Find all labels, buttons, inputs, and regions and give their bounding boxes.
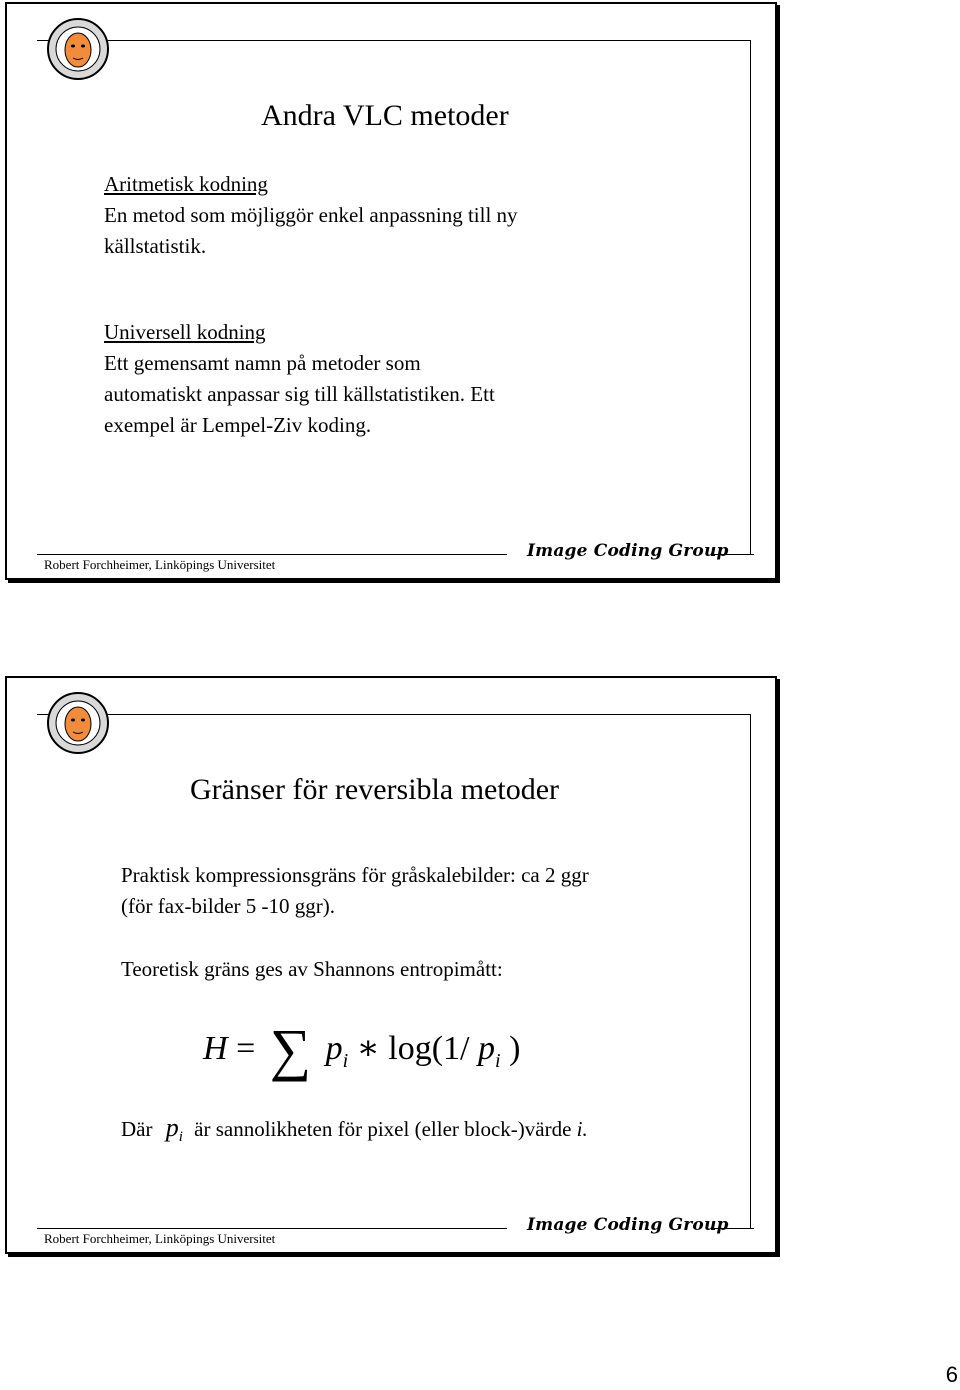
where-text: är sannolikheten för pixel (eller block-)värde — [194, 1117, 572, 1141]
text-line: Praktisk kompressionsgräns för gråskalebilder: ca 2 ggr — [121, 863, 589, 887]
section-universell — [104, 317, 495, 441]
section-heading: Aritmetisk kodning — [104, 172, 268, 196]
formula-subscript: i — [495, 1049, 501, 1072]
section-aritmetisk — [104, 169, 518, 262]
slide-2 — [5, 676, 777, 1254]
where-subscript: i — [178, 1129, 183, 1146]
group-logo-text: Image Coding Group — [527, 541, 729, 561]
text-line: En metod som möjliggör enkel anpassning till ny — [104, 203, 518, 227]
where-p: p — [165, 1113, 179, 1142]
entropy-formula — [203, 1016, 520, 1083]
page-number: 6 — [945, 1362, 958, 1387]
where-prefix: Där — [121, 1117, 153, 1141]
paragraph-praktisk — [121, 860, 589, 922]
text-line: exempel är Lempel-Ziv koding. — [104, 413, 372, 437]
text-line: källstatistik. — [104, 234, 207, 258]
image-coding-logo-icon — [45, 16, 111, 82]
paragraph-teoretisk: Teoretisk gräns ges av Shannons entropimått: — [121, 957, 503, 981]
slide-title: Gränser för reversibla metoder — [190, 773, 559, 806]
slide-title: Andra VLC metoder — [261, 99, 509, 132]
formula-equals: = — [236, 1030, 256, 1067]
footer-author: Robert Forchheimer, Linköpings Universitet — [44, 1231, 276, 1246]
formula-log: log(1/ — [388, 1030, 470, 1067]
paragraph-where — [121, 1112, 588, 1153]
slide-1 — [5, 2, 777, 580]
footer-author: Robert Forchheimer, Linköpings Universitet — [44, 557, 276, 572]
formula-times: ∗ — [356, 1030, 380, 1067]
image-coding-logo-icon — [45, 690, 111, 756]
group-logo-text: Image Coding Group — [527, 1215, 729, 1235]
formula-sigma: ∑ — [269, 1017, 312, 1082]
formula-p: p — [325, 1030, 343, 1067]
text-line: Ett gemensamt namn på metoder som — [104, 351, 421, 375]
text-line: automatiskt anpassar sig till källstatistiken. Ett — [104, 382, 495, 406]
formula-close-paren: ) — [509, 1030, 521, 1067]
where-last: i. — [576, 1117, 588, 1141]
formula-H: H — [203, 1030, 228, 1067]
section-heading: Universell kodning — [104, 320, 266, 344]
footer-divider — [37, 1228, 507, 1229]
text-line: (för fax-bilder 5 -10 ggr). — [121, 894, 335, 918]
footer-divider — [37, 554, 507, 555]
formula-p: p — [478, 1030, 495, 1067]
formula-subscript: i — [342, 1049, 349, 1072]
